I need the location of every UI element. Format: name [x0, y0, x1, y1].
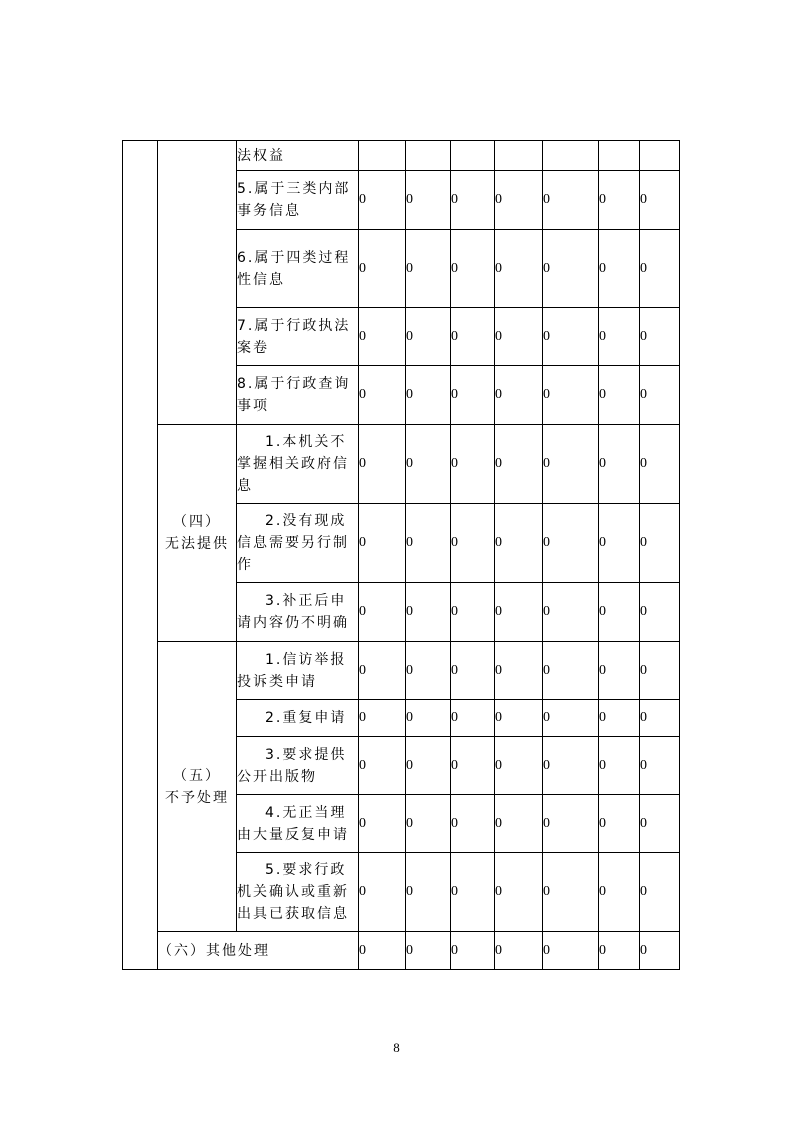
value-cell: 0: [495, 932, 543, 970]
value-cell: 0: [599, 583, 640, 642]
group5-label-line1: （五）: [173, 767, 221, 784]
value-cell: 0: [543, 932, 599, 970]
value-cell: 0: [640, 853, 680, 932]
value-cell: 0: [359, 504, 406, 583]
value-cell: 0: [359, 932, 406, 970]
value-cell: [599, 141, 640, 171]
value-cell: 0: [640, 308, 680, 366]
value-cell: 0: [543, 366, 599, 425]
outer-blank-cell: [123, 141, 158, 970]
value-cell: 0: [451, 642, 495, 700]
value-cell: 0: [451, 230, 495, 308]
value-cell: 0: [359, 853, 406, 932]
value-cell: 0: [543, 230, 599, 308]
statistics-table: [122, 140, 680, 970]
row-label: 1.信访举报投诉类申请: [237, 642, 359, 700]
value-cell: 0: [359, 171, 406, 230]
row-label: 7.属于行政执法案卷: [237, 308, 359, 366]
table-row: [123, 425, 680, 504]
value-cell: 0: [495, 171, 543, 230]
value-cell: 0: [451, 425, 495, 504]
value-cell: 0: [359, 642, 406, 700]
value-cell: 0: [543, 853, 599, 932]
value-cell: 0: [451, 932, 495, 970]
value-cell: 0: [406, 171, 451, 230]
value-cell: 0: [406, 795, 451, 853]
group3-continuation-cell: [158, 141, 237, 425]
value-cell: [543, 141, 599, 171]
value-cell: 0: [495, 308, 543, 366]
value-cell: 0: [451, 504, 495, 583]
value-cell: 0: [599, 737, 640, 795]
value-cell: 0: [406, 425, 451, 504]
row-label: 3.要求提供公开出版物: [237, 737, 359, 795]
value-cell: 0: [543, 700, 599, 737]
value-cell: 0: [599, 795, 640, 853]
value-cell: 0: [640, 583, 680, 642]
value-cell: 0: [640, 932, 680, 970]
value-cell: 0: [406, 230, 451, 308]
value-cell: 0: [359, 700, 406, 737]
row-label: 4.无正当理由大量反复申请: [237, 795, 359, 853]
value-cell: 0: [495, 700, 543, 737]
table-row: [123, 141, 680, 171]
row-label: 5.属于三类内部事务信息: [237, 171, 359, 230]
table-body: [123, 141, 680, 970]
value-cell: 0: [640, 504, 680, 583]
value-cell: 0: [599, 504, 640, 583]
value-cell: 0: [543, 425, 599, 504]
group4-label-line2: 无法提供: [165, 536, 229, 552]
row-label: 6.属于四类过程性信息: [237, 230, 359, 308]
row-label: 2.没有现成信息需要另行制作: [237, 504, 359, 583]
row-label: 2.重复申请: [237, 700, 359, 737]
value-cell: 0: [451, 737, 495, 795]
value-cell: 0: [495, 366, 543, 425]
value-cell: 0: [451, 308, 495, 366]
value-cell: 0: [599, 366, 640, 425]
value-cell: [359, 141, 406, 171]
value-cell: [406, 141, 451, 171]
value-cell: 0: [543, 795, 599, 853]
value-cell: 0: [451, 700, 495, 737]
value-cell: 0: [451, 583, 495, 642]
value-cell: 0: [359, 366, 406, 425]
row-label: 法权益: [237, 141, 359, 171]
page-number: 8: [393, 1040, 400, 1055]
value-cell: 0: [640, 425, 680, 504]
row-label: 1.本机关不掌握相关政府信息: [237, 425, 359, 504]
value-cell: 0: [406, 583, 451, 642]
group5-label-cell: [158, 642, 237, 932]
row-label: 3.补正后申请内容仍不明确: [237, 583, 359, 642]
group6-label: （六）其他处理: [158, 932, 359, 970]
value-cell: 0: [599, 932, 640, 970]
group5-label-line2: 不予处理: [165, 789, 229, 806]
value-cell: 0: [543, 642, 599, 700]
value-cell: 0: [359, 583, 406, 642]
value-cell: 0: [543, 171, 599, 230]
table-row: [123, 932, 680, 970]
value-cell: 0: [359, 425, 406, 504]
group4-label-cell: [158, 425, 237, 642]
group4-label-line1: （四）: [173, 514, 221, 530]
value-cell: [451, 141, 495, 171]
value-cell: 0: [599, 642, 640, 700]
value-cell: 0: [406, 308, 451, 366]
value-cell: 0: [640, 642, 680, 700]
value-cell: 0: [451, 171, 495, 230]
row-label: 5.要求行政机关确认或重新出具已获取信息: [237, 853, 359, 932]
value-cell: 0: [543, 308, 599, 366]
value-cell: 0: [495, 583, 543, 642]
value-cell: 0: [640, 230, 680, 308]
value-cell: 0: [640, 171, 680, 230]
value-cell: 0: [359, 230, 406, 308]
value-cell: 0: [495, 230, 543, 308]
value-cell: 0: [543, 583, 599, 642]
value-cell: 0: [359, 737, 406, 795]
value-cell: 0: [359, 795, 406, 853]
value-cell: 0: [495, 642, 543, 700]
value-cell: 0: [640, 737, 680, 795]
value-cell: 0: [543, 504, 599, 583]
value-cell: 0: [495, 425, 543, 504]
value-cell: 0: [406, 853, 451, 932]
table-row: [123, 642, 680, 700]
value-cell: 0: [495, 853, 543, 932]
value-cell: 0: [495, 737, 543, 795]
value-cell: 0: [406, 504, 451, 583]
value-cell: 0: [543, 737, 599, 795]
value-cell: 0: [451, 795, 495, 853]
value-cell: 0: [495, 795, 543, 853]
value-cell: 0: [406, 932, 451, 970]
value-cell: 0: [599, 853, 640, 932]
value-cell: [640, 141, 680, 171]
value-cell: 0: [406, 642, 451, 700]
value-cell: 0: [599, 308, 640, 366]
value-cell: 0: [599, 230, 640, 308]
value-cell: 0: [406, 366, 451, 425]
value-cell: 0: [599, 171, 640, 230]
value-cell: 0: [640, 795, 680, 853]
value-cell: 0: [495, 504, 543, 583]
value-cell: 0: [406, 700, 451, 737]
value-cell: 0: [451, 366, 495, 425]
value-cell: 0: [599, 425, 640, 504]
row-label: 8.属于行政查询事项: [237, 366, 359, 425]
value-cell: 0: [451, 853, 495, 932]
value-cell: [495, 141, 543, 171]
value-cell: 0: [599, 700, 640, 737]
value-cell: 0: [640, 366, 680, 425]
value-cell: 0: [406, 737, 451, 795]
value-cell: 0: [640, 700, 680, 737]
value-cell: 0: [359, 308, 406, 366]
